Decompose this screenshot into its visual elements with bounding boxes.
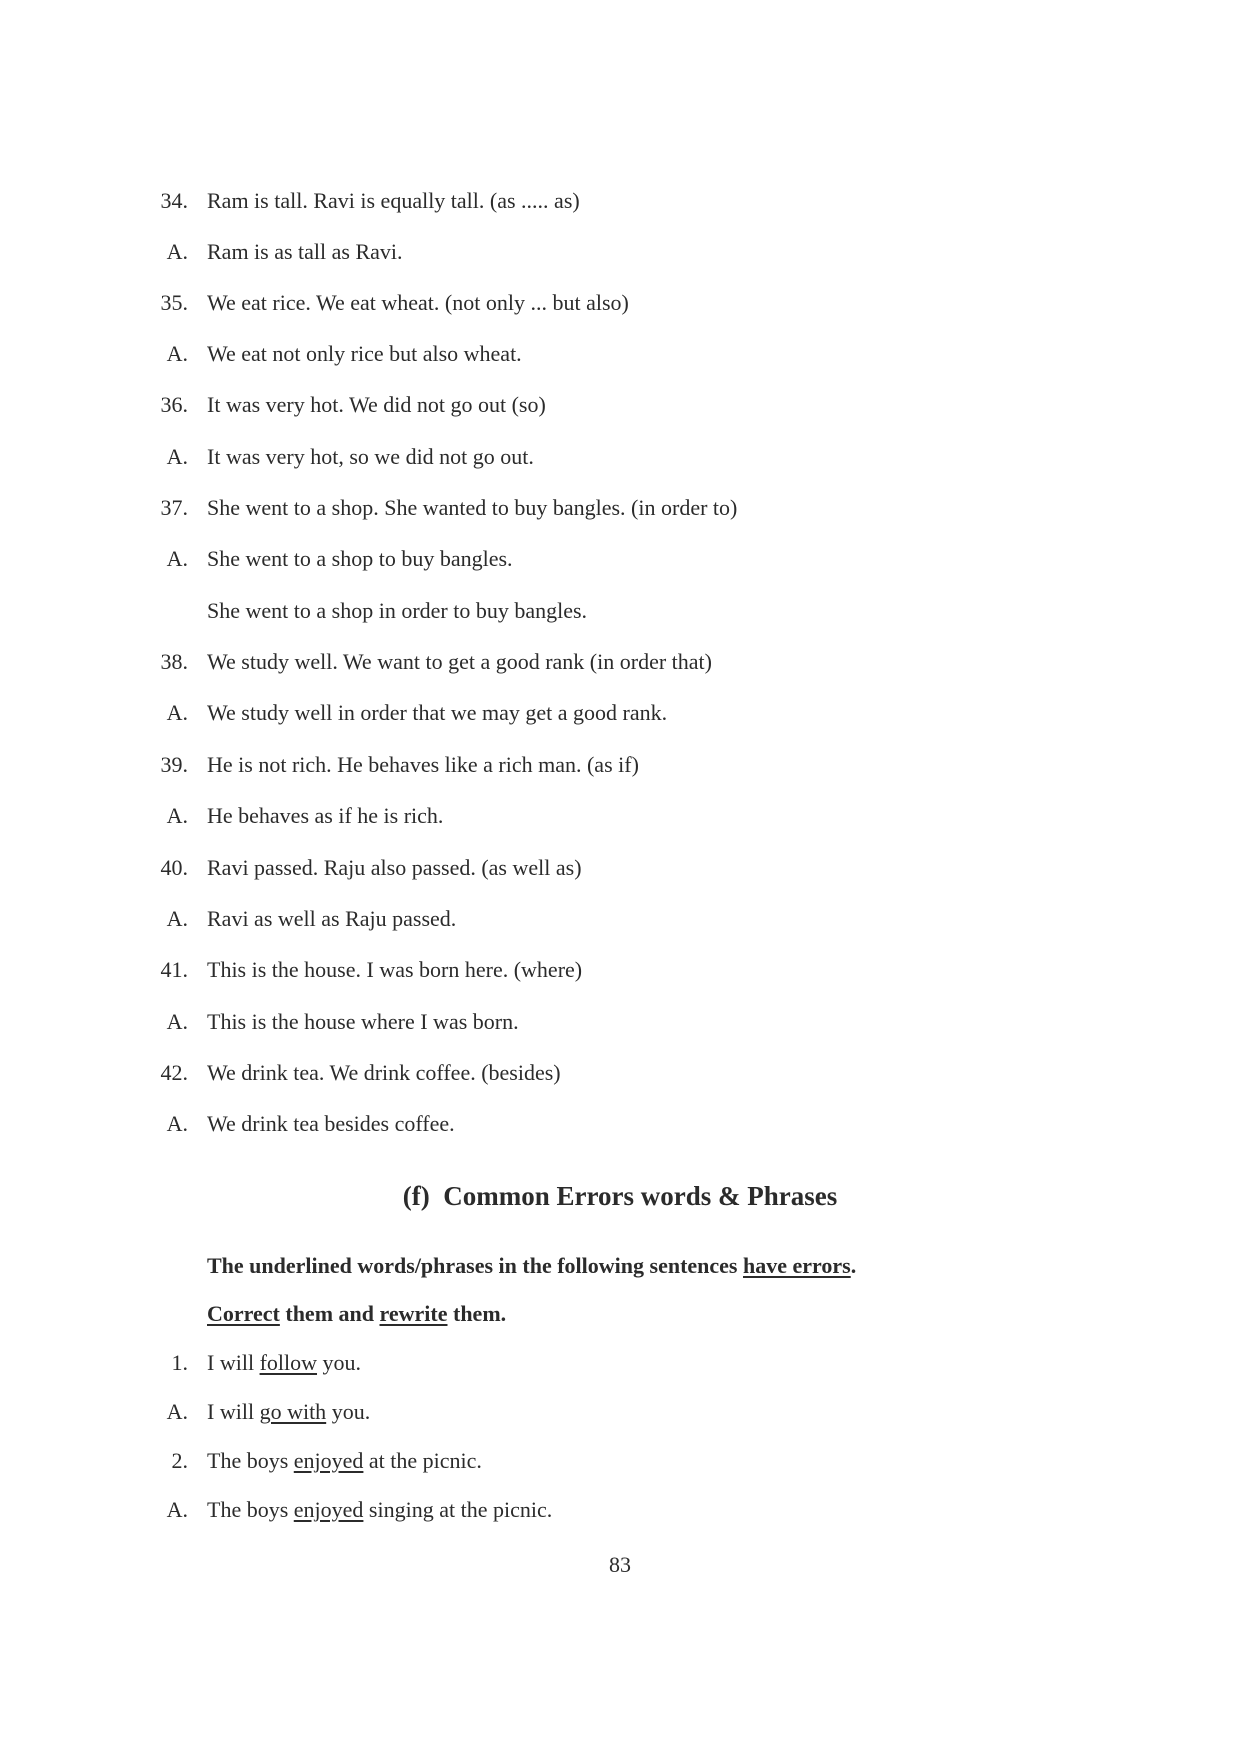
answer-label: A. <box>166 444 188 469</box>
answer-text <box>207 1493 552 1527</box>
page-number: 83 <box>609 1552 631 1577</box>
answer-label: A. <box>166 239 188 264</box>
list-item <box>150 388 1150 422</box>
answer-label: A. <box>166 906 188 931</box>
text-run: at the picnic. <box>363 1448 482 1473</box>
item-text: Ravi passed. Raju also passed. (as well as) <box>207 855 582 880</box>
text-run: you. <box>317 1350 362 1375</box>
list-item <box>150 286 1150 320</box>
text-run: I will <box>207 1350 260 1375</box>
list-item <box>150 440 1150 474</box>
text-run: The boys <box>207 1497 294 1522</box>
answer-text: It was very hot, so we did not go out. <box>207 444 534 469</box>
error-item <box>150 1493 1150 1527</box>
section-heading: (f) Common Errors words & Phrases <box>402 1181 838 1211</box>
item-number: 39. <box>160 752 188 777</box>
item-number: 38. <box>160 649 188 674</box>
instruction-line <box>207 1249 856 1283</box>
instruction-line <box>207 1297 506 1331</box>
instruction-text: . <box>850 1253 857 1278</box>
list-item <box>150 542 1150 576</box>
instruction-text: them and <box>279 1301 380 1326</box>
answer-text: Ravi as well as Raju passed. <box>207 906 457 931</box>
list-item <box>150 184 1150 218</box>
list-item <box>150 1107 1150 1141</box>
item-number: 35. <box>160 290 188 315</box>
error-item <box>150 1395 1150 1429</box>
item-number: 37. <box>160 495 188 520</box>
underlined-phrase: go with <box>259 1399 327 1424</box>
list-item <box>150 953 1150 987</box>
instruction-text: The underlined words/phrases in the following sentences <box>207 1253 743 1278</box>
list-item <box>150 337 1150 371</box>
list-item <box>150 902 1150 936</box>
answer-label: A. <box>166 546 188 571</box>
answer-label: A. <box>166 1111 188 1136</box>
list-item <box>150 1005 1150 1039</box>
list-item <box>150 799 1150 833</box>
item-text: He is not rich. He behaves like a rich man. (as if) <box>207 752 639 777</box>
answer-text: We study well in order that we may get a good rank. <box>207 700 668 725</box>
answer-label: A. <box>166 803 188 828</box>
underlined-phrase: enjoyed <box>293 1497 364 1522</box>
underlined-phrase: enjoyed <box>293 1448 364 1473</box>
instruction-text: them. <box>447 1301 507 1326</box>
item-text: This is the house. I was born here. (where) <box>207 957 583 982</box>
item-text <box>207 1346 361 1380</box>
text-run: singing at the picnic. <box>363 1497 553 1522</box>
list-item <box>150 235 1150 269</box>
list-item <box>150 594 1150 628</box>
item-number: 41. <box>160 957 188 982</box>
text-run: The boys <box>207 1448 294 1473</box>
item-text <box>207 1444 482 1478</box>
underlined-phrase: have errors <box>743 1253 851 1278</box>
item-number: 40. <box>160 855 188 880</box>
item-number: 42. <box>160 1060 188 1085</box>
answer-text: She went to a shop to buy bangles. <box>207 546 513 571</box>
answer-text <box>207 1395 370 1429</box>
item-text: We eat rice. We eat wheat. (not only ... but also) <box>207 290 629 315</box>
text-run: you. <box>326 1399 371 1424</box>
answer-label: A. <box>166 341 188 366</box>
underlined-phrase: rewrite <box>379 1301 448 1326</box>
list-item <box>150 645 1150 679</box>
item-number: 2. <box>171 1448 188 1473</box>
item-number: 36. <box>160 392 188 417</box>
underlined-phrase: follow <box>259 1350 318 1375</box>
list-item <box>150 748 1150 782</box>
answer-text: We eat not only rice but also wheat. <box>207 341 522 366</box>
answer-label: A. <box>166 1497 188 1522</box>
list-item <box>150 1056 1150 1090</box>
list-item <box>150 696 1150 730</box>
item-number: 1. <box>171 1350 188 1375</box>
underlined-phrase: Correct <box>207 1301 280 1326</box>
error-item <box>150 1444 1150 1478</box>
item-number: 34. <box>160 188 188 213</box>
answer-text: She went to a shop in order to buy bangles. <box>207 598 588 623</box>
item-text: It was very hot. We did not go out (so) <box>207 392 546 417</box>
answer-text: Ram is as tall as Ravi. <box>207 239 403 264</box>
answer-label: A. <box>166 1009 188 1034</box>
item-text: We drink tea. We drink coffee. (besides) <box>207 1060 561 1085</box>
answer-text: We drink tea besides coffee. <box>207 1111 455 1136</box>
error-item <box>150 1346 1150 1380</box>
answer-text: This is the house where I was born. <box>207 1009 519 1034</box>
list-item <box>150 851 1150 885</box>
answer-label: A. <box>166 700 188 725</box>
item-text: She went to a shop. She wanted to buy bangles. (in order to) <box>207 495 738 520</box>
item-text: Ram is tall. Ravi is equally tall. (as ..... as) <box>207 188 580 213</box>
list-item <box>150 491 1150 525</box>
item-text: We study well. We want to get a good rank (in order that) <box>207 649 712 674</box>
answer-label: A. <box>166 1399 188 1424</box>
answer-text: He behaves as if he is rich. <box>207 803 444 828</box>
text-run: I will <box>207 1399 260 1424</box>
